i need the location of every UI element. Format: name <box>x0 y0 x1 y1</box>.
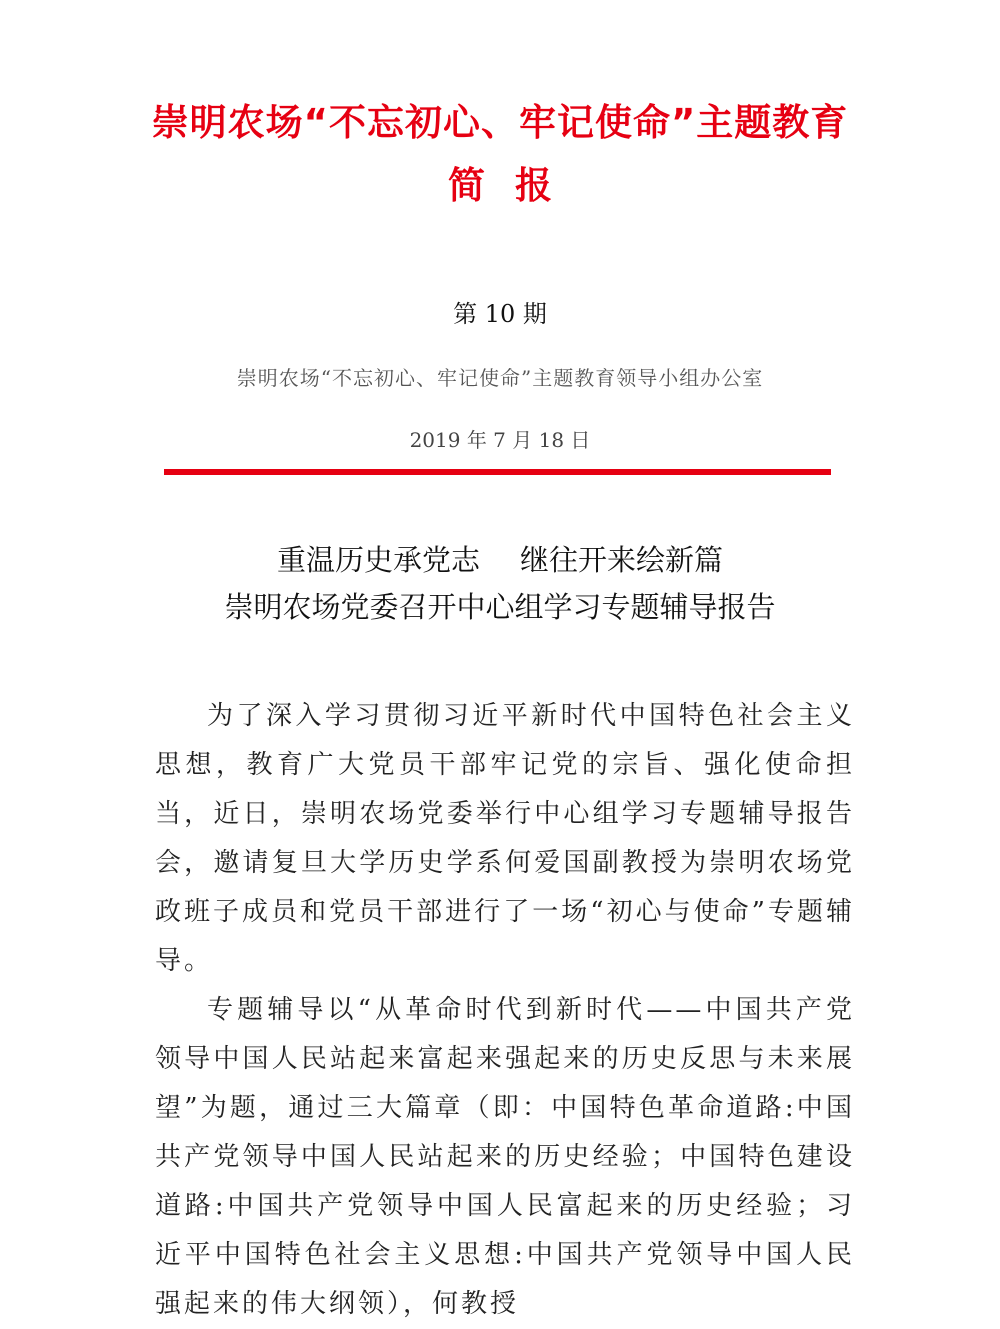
issuing-office: 崇明农场“不忘初心、牢记使命”主题教育领导小组办公室 <box>236 366 764 390</box>
issue-date: 2019 年 7 月 18 日 <box>409 428 591 452</box>
article-title <box>0 540 1000 580</box>
briefing-subtitle: 简报 <box>448 164 582 207</box>
article-title-part1: 重温历史承党志 <box>276 543 480 577</box>
paragraph: 为了深入学习贯彻习近平新时代中国特色社会主义思想，教育广大党员干部牢记党的宗旨、强化使命担当，近日，崇明农场党委举行中心组学习专题辅导报告会，邀请复旦大学历史学系何爱国副教授为崇明农场党政班子成员和党员干部进行了一场“初心与使命”专题辅导。 <box>155 701 855 976</box>
article-title-part2: 继往开来绘新篇 <box>520 543 724 577</box>
article-body <box>155 692 855 1329</box>
paragraph: 专题辅导以“从革命时代到新时代——中国共产党领导中国人民站起来富起来强起来的历史反思与未来展望”为题，通过三大篇章（即：中国特色革命道路:中国共产党领导中国人民站起来的历史经验；中国特色建设道路:中国共产党领导中国人民富起来的历史经验；习近平中国特色社会主义思想:中国共产党领导中国人民强起来的伟大纲领），何教授 <box>155 995 855 1319</box>
article-subtitle: 崇明农场党委召开中心组学习专题辅导报告 <box>224 590 776 624</box>
briefing-title: 崇明农场“不忘初心、牢记使命”主题教育 <box>151 101 849 144</box>
issue-number: 第 10 期 <box>453 300 547 328</box>
red-divider <box>164 469 831 475</box>
